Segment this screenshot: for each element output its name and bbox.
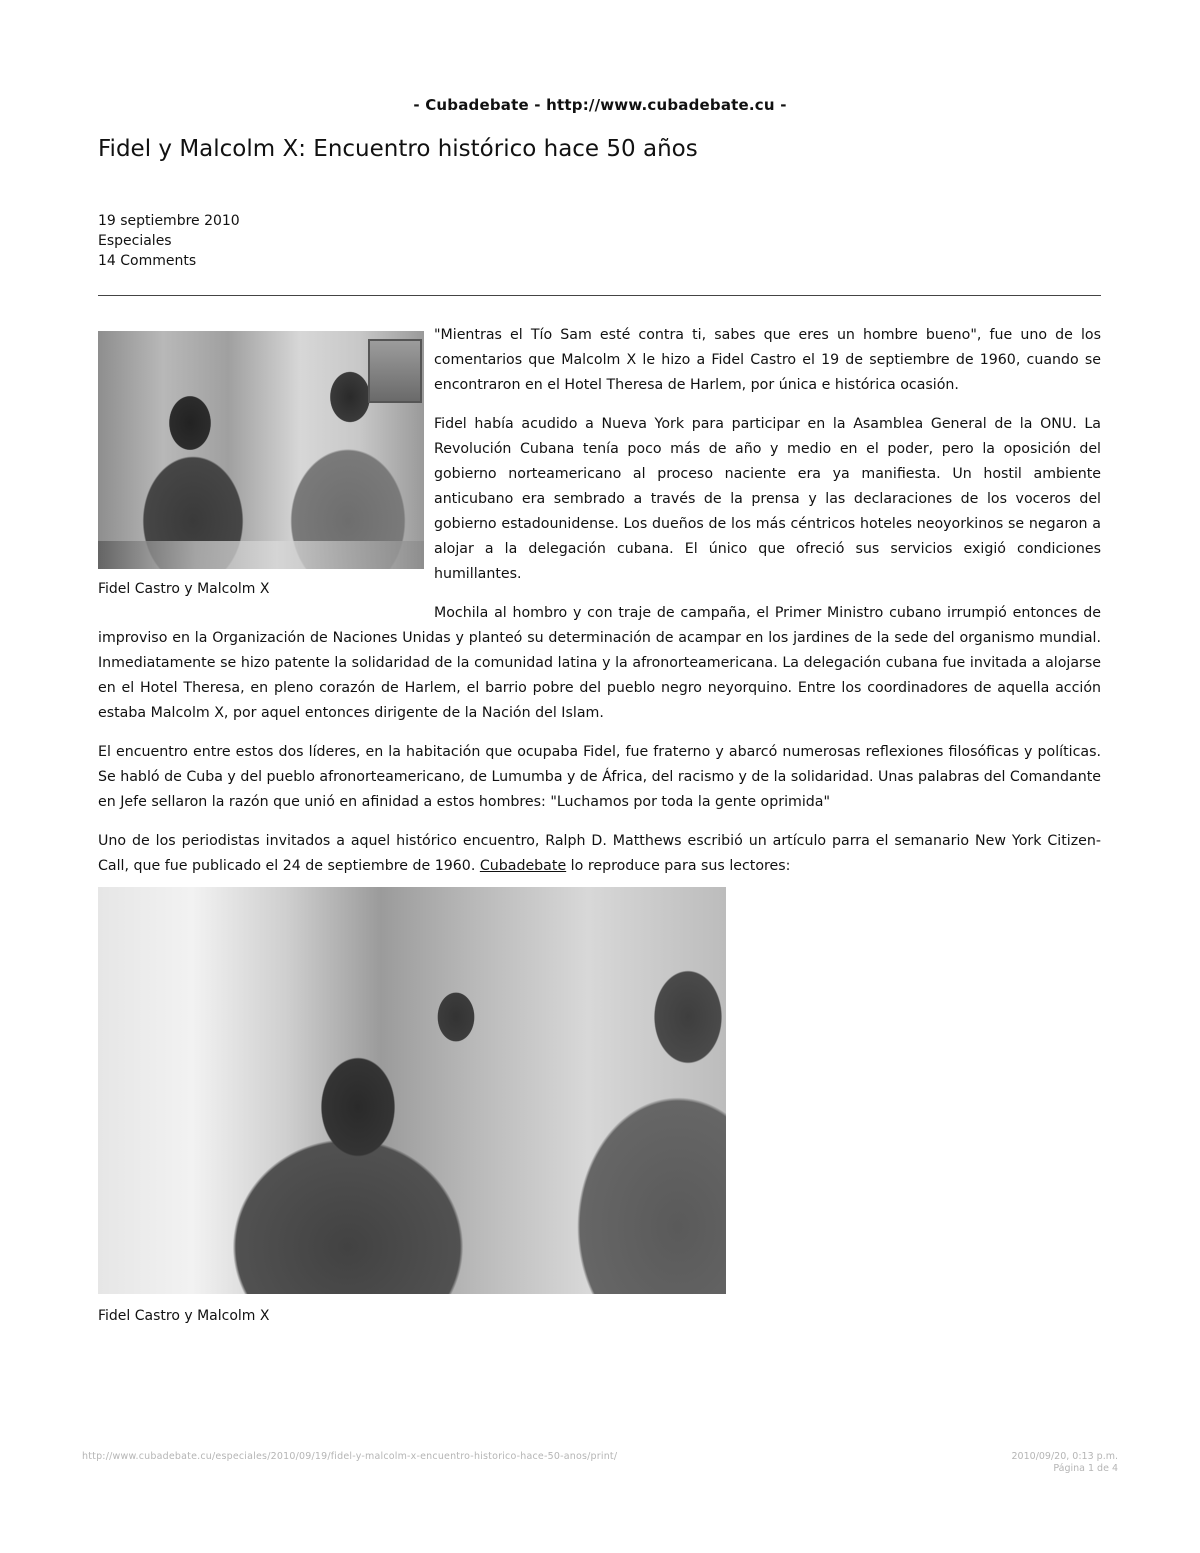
footer-page: Página 1 de 4 (1053, 1463, 1118, 1474)
site-header: - Cubadebate - http://www.cubadebate.cu - (413, 96, 787, 114)
cubadebate-link[interactable]: Cubadebate (479, 858, 567, 874)
paragraph-5 (98, 829, 1101, 879)
article-comments[interactable]: 14 Comments (98, 253, 197, 269)
paragraph-5-text-end: lo reproduce para sus lectores: (566, 858, 791, 874)
paragraph-4: El encuentro entre estos dos líderes, en la habitación que ocupaba Fidel, fue fraterno y abarcó numerosas reflexiones filosóficas y políticas. Se habló de Cuba y del pueblo afronorteamericano, de Lumumba y de África, del racismo y de la solidaridad. Unas palabras del Comandante en Jefe sellaron la razón que unió en afinidad a estos hombres: "Luchamos por toda la gente oprimida" (98, 744, 1101, 810)
divider (98, 295, 1101, 296)
article-title: Fidel y Malcolm X: Encuentro histórico hace 50 años (98, 136, 698, 162)
figure-2-caption: Fidel Castro y Malcolm X (98, 1308, 270, 1324)
footer-url: http://www.cubadebate.cu/especiales/2010/09/19/fidel-y-malcolm-x-encuentro-historico-hace-50-anos/print/ (82, 1451, 618, 1462)
article-body (98, 323, 1101, 1326)
photo-fidel-malcolm-1 (98, 331, 424, 569)
footer-datetime: 2010/09/20, 0:13 p.m. (1011, 1451, 1118, 1462)
paragraph-1: "Mientras el Tío Sam esté contra ti, sabes que eres un hombre bueno", fue uno de los comentarios que Malcolm X le hizo a Fidel Castro el 19 de septiembre de 1960, cuando se encontraron en el Hotel Theresa de Harlem, por única e histórica ocasión. (434, 327, 1101, 393)
footer-info (1012, 1451, 1118, 1475)
photo-fidel-malcolm-2 (98, 887, 726, 1294)
article-date: 19 septiembre 2010 (98, 213, 240, 229)
paragraph-5-text: Uno de los periodistas invitados a aquel histórico encuentro, Ralph D. Matthews escribió un artículo parra el semanario New York Citizen-Call, que fue publicado el 24 de septiembre de 1960. (98, 833, 1101, 874)
figure-1-caption: Fidel Castro y Malcolm X (98, 581, 270, 597)
paragraph-3: Mochila al hombro y con traje de campaña, el Primer Ministro cubano irrumpió entonces de improviso en la Organización de Naciones Unidas y planteó su determinación de acampar en los jardines de la sede del organismo mundial. Inmediatamente se hizo patente la solidaridad de la comunidad latina y la afronorteamericana. La delegación cubana fue invitada a alojarse en el Hotel Theresa, en pleno corazón de Harlem, el barrio pobre del pueblo negro neyorquino. Entre los coordinadores de aquella acción estaba Malcolm X, por aquel entonces dirigente de la Nación del Islam. (98, 605, 1101, 721)
figure-1 (98, 331, 428, 599)
article-category[interactable]: Especiales (98, 233, 172, 249)
paragraph-2: Fidel había acudido a Nueva York para participar en la Asamblea General de la ONU. La Revolución Cubana tenía poco más de año y medio en el poder, pero la oposición del gobierno norteamericano al proceso naciente era ya manifiesta. Un hostil ambiente anticubano era sembrado a través de la prensa y las declaraciones de los voceros del gobierno estadounidense. Los dueños de los más céntricos hoteles neoyorkinos se negaron a alojar a la delegación cubana. El único que ofreció sus servicios exigió condiciones humillantes. (434, 416, 1101, 582)
article-meta (98, 211, 240, 271)
